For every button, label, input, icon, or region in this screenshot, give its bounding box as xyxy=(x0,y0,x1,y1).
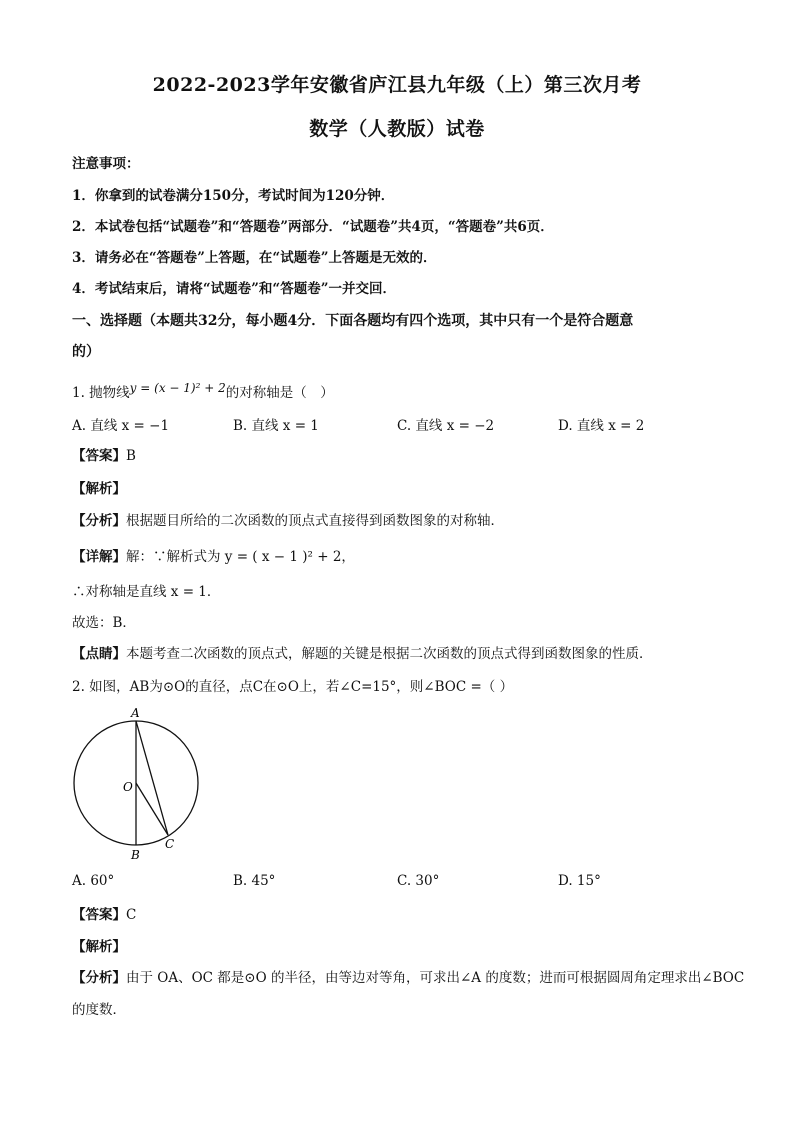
q1-option-d: D. 直线 x = 2 xyxy=(558,418,645,434)
comment-text: 本题考查二次函数的顶点式，解题的关键是根据二次函数的顶点式得到函数图象的性质． xyxy=(126,646,653,662)
question-1-stem xyxy=(72,381,334,401)
q2-option-d: D. 15° xyxy=(558,873,601,889)
radius-oc xyxy=(136,783,168,835)
notice-item-4: 4．考试结束后，请将“试题卷”和“答题卷”一并交回． xyxy=(72,281,396,297)
section-heading-cont: 的） xyxy=(72,344,100,360)
label-o: O xyxy=(123,780,133,794)
detail-tag: 【详解】 xyxy=(72,549,126,565)
question-2-stem: 2. 如图，AB为⊙O的直径，点C在⊙O上，若∠C=15°，则∠BOC =（ ） xyxy=(72,679,514,695)
answer-tag: 【答案】 xyxy=(72,448,126,464)
fenxi-text: 由于 OA、OC 都是⊙O 的半径，由等边对等角，可求出∠A 的度数；进而可根据圆周角定理求出∠BOC xyxy=(126,970,745,986)
q1-comment xyxy=(72,642,653,662)
q1-choose: 故选：B． xyxy=(72,615,136,631)
q1-option-b: B. 直线 x = 1 xyxy=(233,418,319,434)
answer-value: B xyxy=(126,448,136,464)
q1-option-a: A. 直线 x = −1 xyxy=(72,418,170,434)
q1-detail xyxy=(72,545,355,565)
fenxi-tag: 【分析】 xyxy=(72,970,126,986)
notice-item-2: 2．本试卷包括“试题卷”和“答题卷”两部分．“试题卷”共4页，“答题卷”共6页． xyxy=(72,219,554,235)
q1-option-c: C. 直线 x = −2 xyxy=(397,418,495,434)
label-b: B xyxy=(131,848,140,862)
label-c: C xyxy=(165,837,175,851)
notice-item-3: 3．请务必在“答题卷”上答题，在“试题卷”上答题是无效的． xyxy=(72,250,437,266)
q2-answer xyxy=(72,903,136,923)
comment-tag: 【点睛】 xyxy=(72,646,126,662)
chord-ac xyxy=(136,721,168,835)
q2-option-c: C. 30° xyxy=(397,873,440,889)
q2-option-a: A. 60° xyxy=(72,873,115,889)
q2-option-b: B. 45° xyxy=(233,873,276,889)
label-a: A xyxy=(131,706,140,720)
q2-analysis-tag: 【解析】 xyxy=(72,939,126,955)
question-1-formula: y = (x − 1)² + 2 xyxy=(129,381,226,395)
fenxi-text: 根据题目所给的二次函数的顶点式直接得到函数图象的对称轴． xyxy=(126,513,504,529)
q2-fenxi xyxy=(72,966,744,986)
notice-heading: 注意事项： xyxy=(72,156,140,172)
answer-tag: 【答案】 xyxy=(72,907,126,923)
section-heading: 一、选择题（本题共32分，每小题4分．下面各题均有四个选项，其中只有一个是符合题意 xyxy=(72,313,634,329)
exam-title: 2022-2023学年安徽省庐江县九年级（上）第三次月考 xyxy=(152,74,642,96)
question-1-suffix: 的对称轴是（ ） xyxy=(225,385,334,401)
circle-diagram xyxy=(72,703,212,863)
question-1-prefix: 1. 抛物线 xyxy=(72,385,130,401)
exam-subtitle: 数学（人教版）试卷 xyxy=(309,118,485,140)
answer-value: C xyxy=(126,907,137,923)
notice-item-1: 1．你拿到的试卷满分150分，考试时间为120分钟． xyxy=(72,188,395,204)
q1-answer xyxy=(72,444,136,464)
q2-fenxi-cont: 的度数． xyxy=(72,1002,126,1018)
q1-analysis-tag: 【解析】 xyxy=(72,481,126,497)
detail-text: 解：∵解析式为 y = ( x − 1 )² + 2， xyxy=(126,549,355,565)
fenxi-tag: 【分析】 xyxy=(72,513,126,529)
q1-therefore: ∴对称轴是直线 x = 1． xyxy=(72,584,221,600)
q1-fenxi xyxy=(72,509,504,529)
